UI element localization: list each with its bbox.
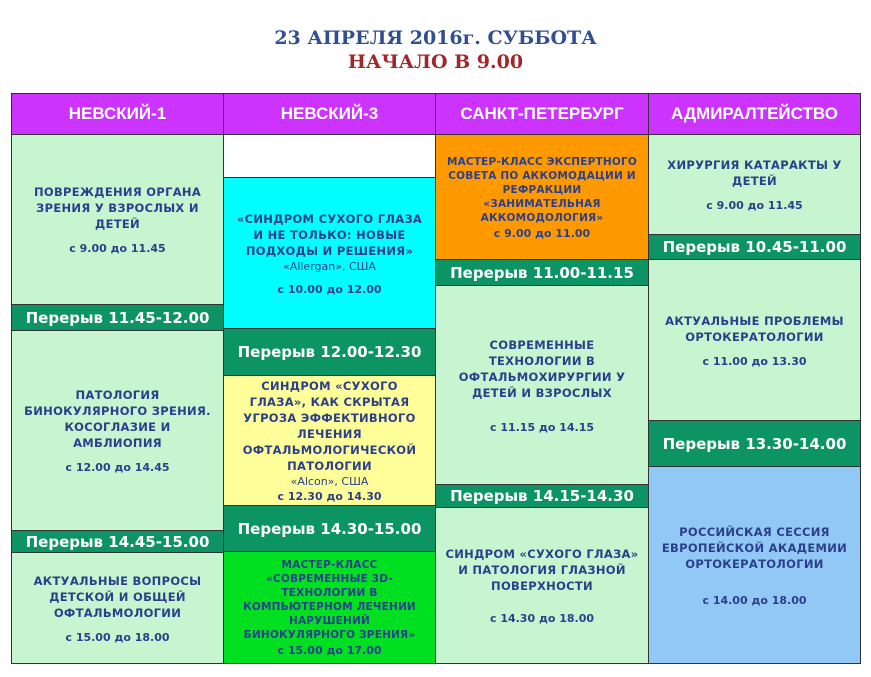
break-admiralty-2: Перерыв 13.30-14.00 — [648, 420, 861, 467]
session-time: с 12.30 до 14.30 — [277, 490, 382, 503]
column-header-admiralty: АДМИРАЛТЕЙСТВО — [648, 93, 861, 135]
session-spb-1 — [435, 134, 649, 260]
schedule-date: 23 АПРЕЛЯ 2016г. СУББОТА — [274, 27, 597, 49]
session-sponsor: «Alcon», США — [290, 475, 369, 488]
session-nevsky1-2 — [11, 330, 224, 531]
break-spb-2: Перерыв 14.15-14.30 — [435, 484, 649, 508]
start-time: НАЧАЛО В 9.00 — [347, 51, 524, 73]
session-time: с 14.30 до 18.00 — [489, 612, 595, 625]
session-title: РОССИЙСКАЯ СЕССИЯ ЕВРОПЕЙСКОЙ АКАДЕМИИ ОРТОКЕРАТОЛОГИИ — [661, 524, 848, 571]
session-nevsky1-3 — [11, 552, 224, 664]
session-spb-2 — [435, 285, 649, 485]
schedule-grid — [11, 93, 861, 664]
session-title: «СИНДРОМ СУХОГО ГЛАЗА И НЕ ТОЛЬКО: НОВЫЕ ПОДХОДЫ И РЕШЕНИЯ» — [236, 211, 423, 258]
session-nevsky3-2 — [223, 375, 436, 506]
session-time: с 15.00 до 18.00 — [65, 630, 170, 644]
session-title: АКТУАЛЬНЫЕ ПРОБЛЕМЫ ОРТОКЕРАТОЛОГИИ — [665, 313, 844, 344]
column-header-nevsky3: НЕВСКИЙ-3 — [223, 93, 436, 135]
session-time: с 11.00 до 13.30 — [702, 354, 807, 368]
session-nevsky1-1 — [11, 134, 224, 305]
break-nevsky1-2: Перерыв 14.45-15.00 — [11, 530, 224, 553]
session-sponsor: «Allergan», США — [283, 259, 376, 273]
session-time: с 12.00 до 14.45 — [65, 461, 170, 474]
session-time: с 10.00 до 12.00 — [277, 282, 382, 296]
session-time: с 9.00 до 11.00 — [493, 226, 591, 240]
session-title: ПОВРЕЖДЕНИЯ ОРГАНА ЗРЕНИЯ У ВЗРОСЛЫХ И ДЕТЕЙ — [33, 185, 202, 231]
session-title: СОВРЕМЕННЫЕ ТЕХНОЛОГИИ В ОФТАЛЬМОХИРУРГИИ У ДЕТЕЙ И ВЗРОСЛЫХ — [458, 337, 626, 400]
break-nevsky1-1: Перерыв 11.45-12.00 — [11, 304, 224, 331]
column-header-nevsky1: НЕВСКИЙ-1 — [11, 93, 224, 135]
session-title: МАСТЕР-КЛАСС «СОВРЕМЕННЫЕ 3D-ТЕХНОЛОГИИ В КОМПЬЮТЕРНОМ ЛЕЧЕНИИ НАРУШЕНИЙ БИНОКУЛЯРНОГО ЗРЕНИЯ» — [243, 559, 416, 641]
break-spb-1: Перерыв 11.00-11.15 — [435, 259, 649, 286]
break-nevsky3-2: Перерыв 14.30-15.00 — [223, 505, 436, 552]
session-nevsky3-3 — [223, 551, 436, 664]
break-nevsky3-1: Перерыв 12.00-12.30 — [223, 328, 436, 376]
session-title: МАСТЕР-КЛАСС ЭКСПЕРТНОГО СОВЕТА ПО АККОМОДАЦИИ И РЕФРАКЦИИ «ЗАНИМАТЕЛЬНАЯ АККОМОДОЛОГИЯ» — [446, 155, 638, 224]
break-admiralty-1: Перерыв 10.45-11.00 — [648, 234, 861, 260]
session-admiralty-3 — [648, 466, 861, 664]
session-admiralty-1 — [648, 134, 861, 235]
session-title: СИНДРОМ «СУХОГО ГЛАЗА» И ПАТОЛОГИЯ ГЛАЗНОЙ ПОВЕРХНОСТИ — [445, 547, 639, 593]
session-nevsky3-1 — [223, 177, 436, 329]
session-time: с 11.15 до 14.15 — [489, 420, 595, 434]
session-time: с 9.00 до 11.45 — [69, 242, 166, 255]
session-time: с 9.00 до 11.45 — [706, 199, 803, 212]
session-title: АКТУАЛЬНЫЕ ВОПРОСЫ ДЕТСКОЙ И ОБЩЕЙ ОФТАЛЬМОЛОГИИ — [33, 573, 202, 620]
session-admiralty-2 — [648, 259, 861, 421]
session-spb-3 — [435, 507, 649, 664]
column-header-spb: САНКТ-ПЕТЕРБУРГ — [435, 93, 649, 135]
session-title: ПАТОЛОГИЯ БИНОКУЛЯРНОГО ЗРЕНИЯ. КОСОГЛАЗИЕ И АМБЛИОПИЯ — [24, 388, 211, 450]
session-time: с 14.00 до 18.00 — [702, 593, 807, 607]
session-time: с 15.00 до 17.00 — [277, 644, 382, 657]
session-title: ХИРУРГИЯ КАТАРАКТЫ У ДЕТЕЙ — [667, 158, 842, 188]
empty-slot — [223, 134, 436, 178]
session-title: СИНДРОМ «СУХОГО ГЛАЗА», КАК СКРЫТАЯ УГРОЗА ЭФФЕКТИВНОГО ЛЕЧЕНИЯ ОФТАЛЬМОЛОГИЧЕСКОЙ ПАТОЛОГИИ — [242, 379, 417, 473]
